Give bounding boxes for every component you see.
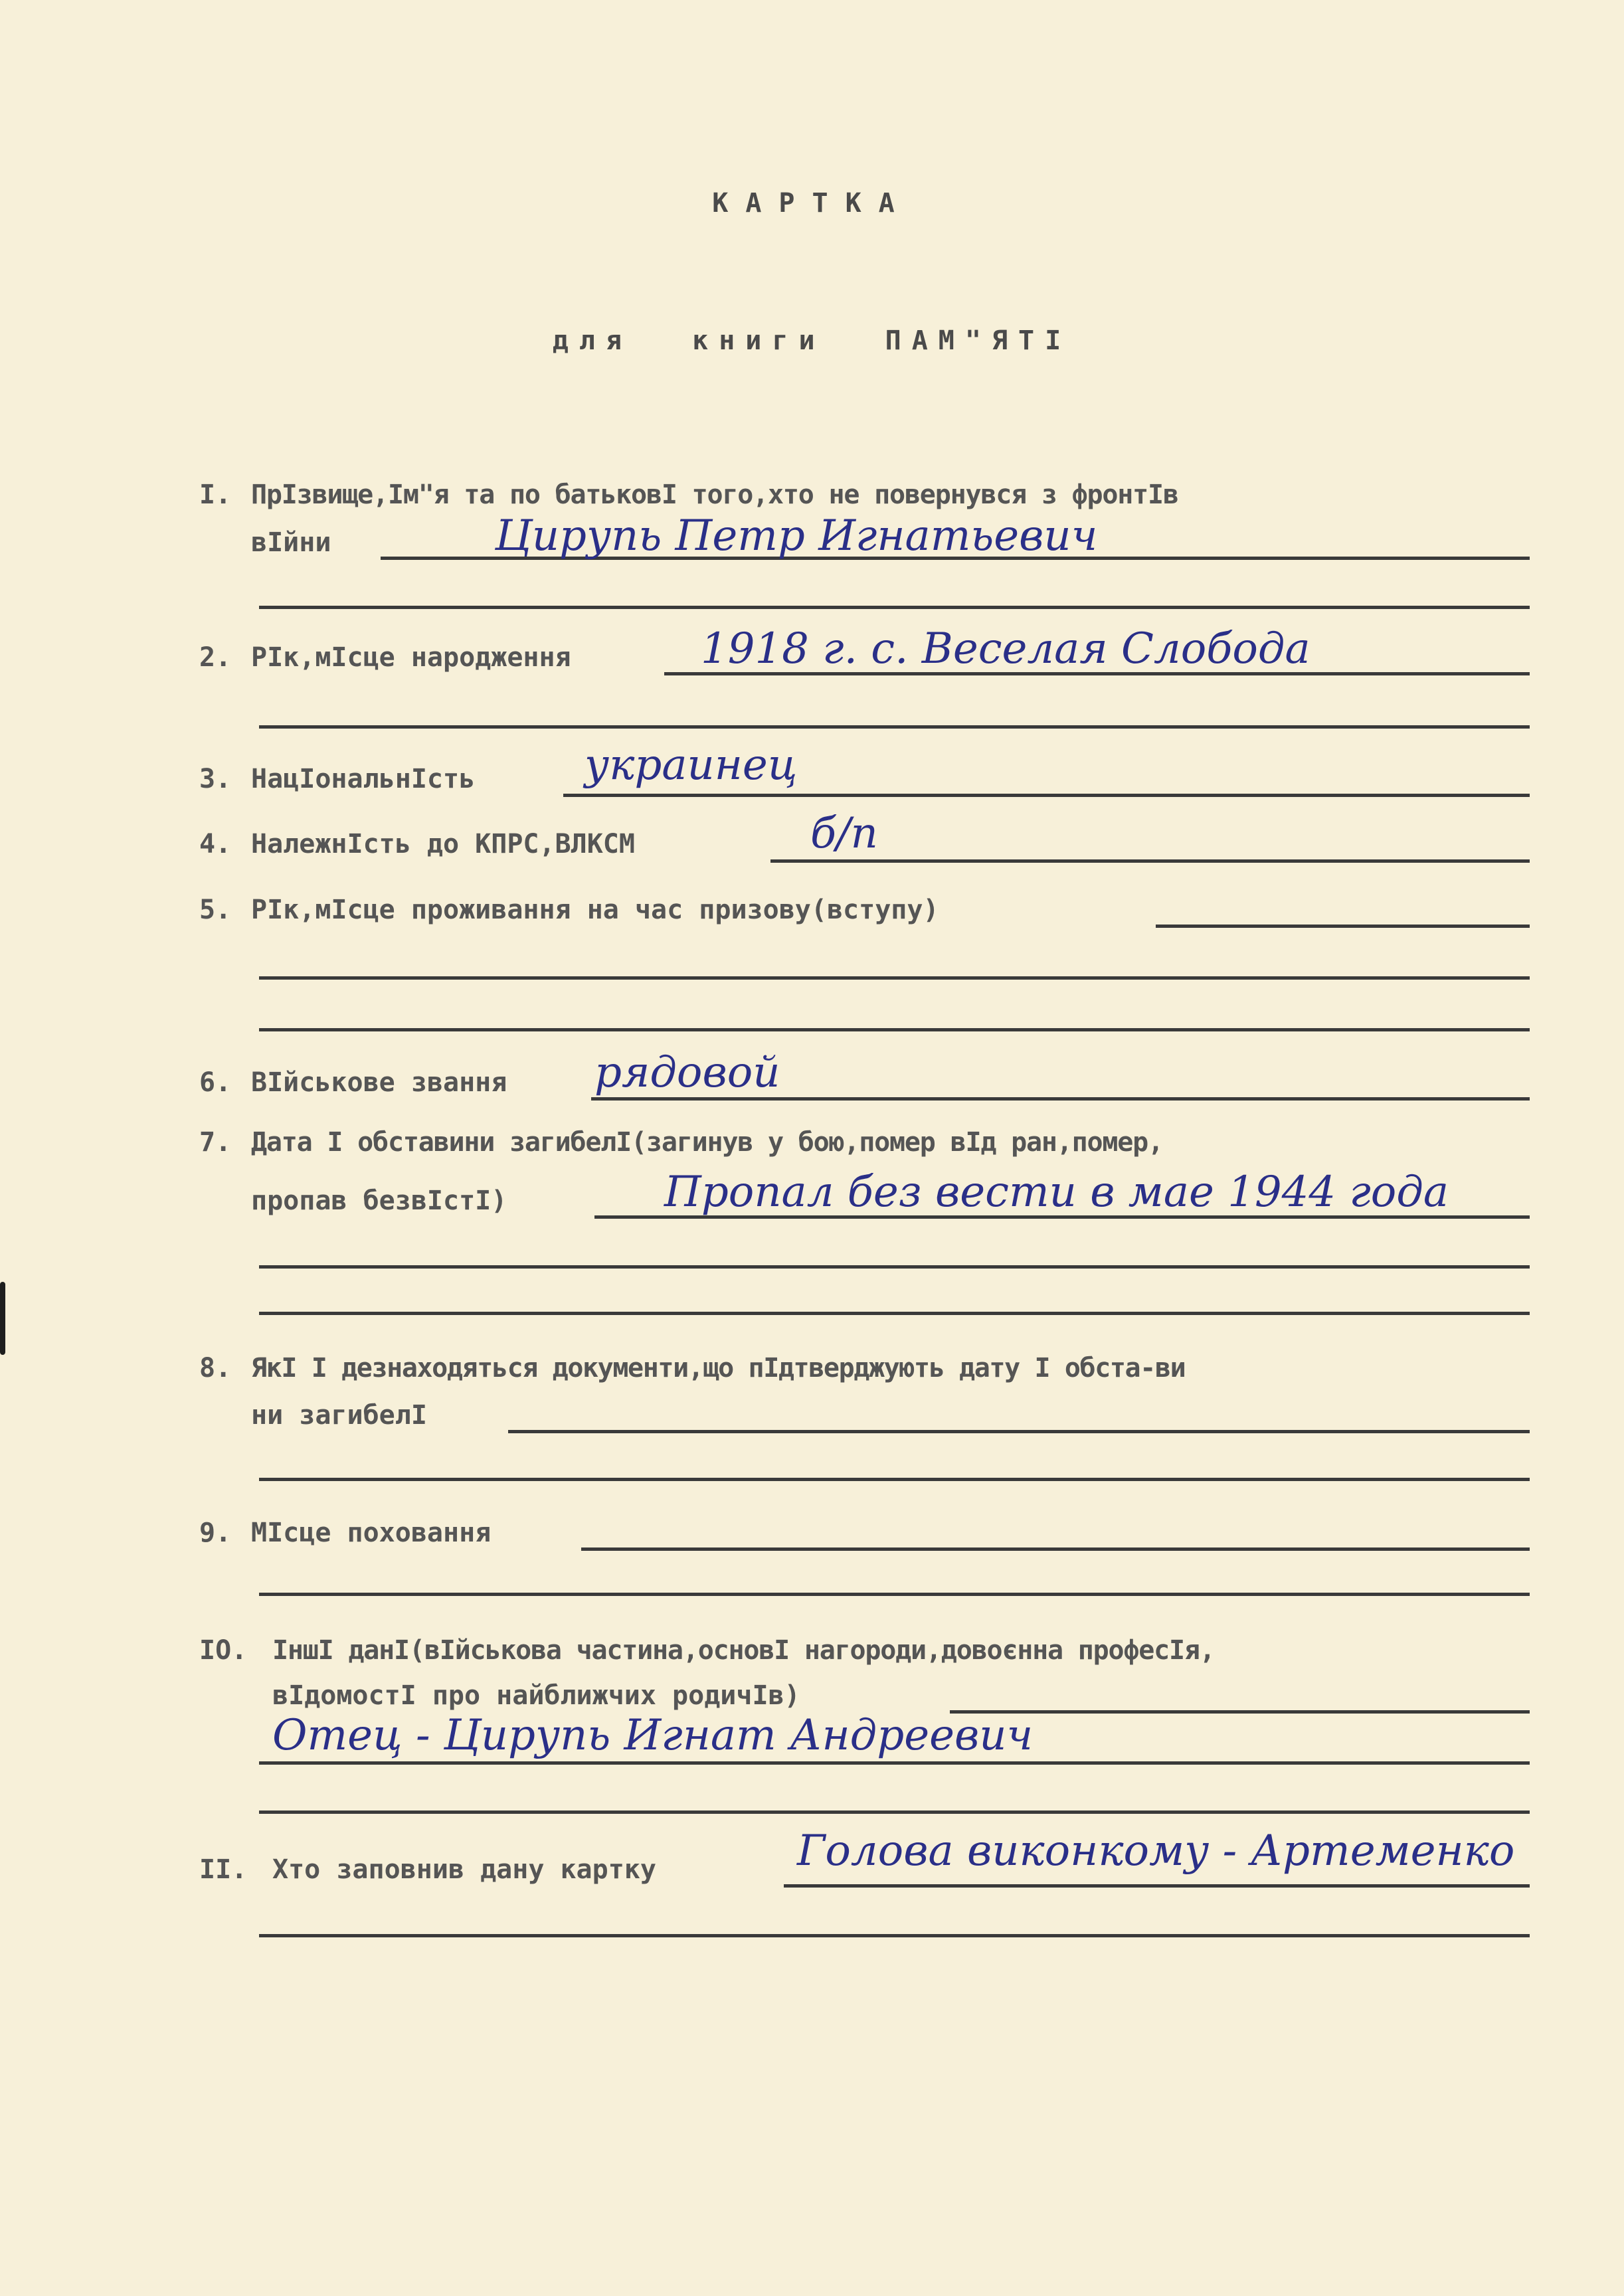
field-8-label-line2: ни загибелІ [251,1400,427,1431]
field-4-label: НалежнІсть до КПРС,ВЛКСМ [251,829,635,859]
field-5-answer-line-1 [1156,925,1530,928]
field-1-value[interactable]: Цирупь Петр Игнатьевич [495,511,1098,561]
field-10-label-line2: вІдомостІ про найближчих родичІв) [272,1680,800,1711]
field-10-answer-line-2 [259,1761,1530,1765]
field-9-number: 9. [199,1518,232,1548]
field-7-value[interactable]: Пропал без вести в мае 1944 года [664,1168,1449,1217]
field-7-number: 7. [199,1127,232,1158]
field-3-value[interactable]: украинец [585,741,798,790]
field-1-answer-line-2 [259,606,1530,609]
field-6-value[interactable]: рядовой [594,1048,780,1097]
field-11-label: Хто заповнив дану картку [272,1854,656,1885]
field-5-answer-line-3 [259,1028,1530,1031]
field-8-number: 8. [199,1353,232,1383]
field-3-number: 3. [199,764,232,794]
field-9-answer-line-2 [259,1593,1530,1596]
field-7-answer-line-3 [259,1312,1530,1315]
field-10-answer-line-1 [950,1710,1530,1714]
field-2-number: 2. [199,642,232,673]
field-11-number: II. [199,1854,248,1885]
field-7-label-line2: пропав безвІстІ) [251,1186,507,1216]
binding-mark [0,1282,5,1355]
field-2-value[interactable]: 1918 г. с. Веселая Слобода [701,624,1310,673]
card-subtitle: для книги ПАМ"ЯТІ [552,325,1072,356]
field-5-number: 5. [199,895,232,925]
field-6-answer-line [591,1097,1530,1101]
field-3-label: НацІональнІсть [251,764,476,794]
field-9-label: МІсце поховання [251,1518,492,1548]
field-8-label-line1: ЯкІ І дезнаходяться документи,що пІдтверджують дату І обста-ви [251,1353,1186,1383]
field-1-label-line1: ПрІзвище,Ім"я та по батьковІ того,хто не повернувся з фронтІв [251,480,1178,510]
field-10-number: IO. [199,1635,248,1666]
field-10-label-line1: ІншІ данІ(вІйськова частина,основІ нагороди,довоєнна професІя, [272,1635,1215,1666]
field-7-label-line1: Дата І обставини загибелІ(загинув у бою,помер вІд ран,помер, [251,1127,1163,1158]
field-11-answer-line-2 [259,1934,1530,1937]
field-1-label-line2: вІйни [251,527,331,558]
field-6-number: 6. [199,1067,232,1098]
card-title: КАРТКА [712,188,912,219]
field-5-answer-line-2 [259,976,1530,980]
field-2-answer-line-2 [259,725,1530,729]
field-11-answer-line-1 [784,1884,1530,1888]
field-4-value[interactable]: б/п [810,809,878,858]
field-4-number: 4. [199,829,232,859]
field-1-number: I. [199,480,232,510]
field-8-answer-line-2 [259,1478,1530,1481]
field-3-answer-line [563,794,1530,797]
field-4-answer-line [770,859,1530,863]
field-2-label: РІк,мІсце народження [251,642,571,673]
field-5-label: РІк,мІсце проживання на час призову(вступу) [251,895,939,925]
field-10-value[interactable]: Отец - Цирупь Игнат Андреевич [272,1711,1034,1760]
field-8-answer-line-1 [508,1430,1530,1433]
field-11-value[interactable]: Голова виконкому - Артеменко [797,1826,1515,1876]
field-10-answer-line-3 [259,1810,1530,1814]
field-9-answer-line-1 [581,1547,1530,1551]
field-6-label: ВІйськове звання [251,1067,507,1098]
field-7-answer-line-2 [259,1265,1530,1269]
